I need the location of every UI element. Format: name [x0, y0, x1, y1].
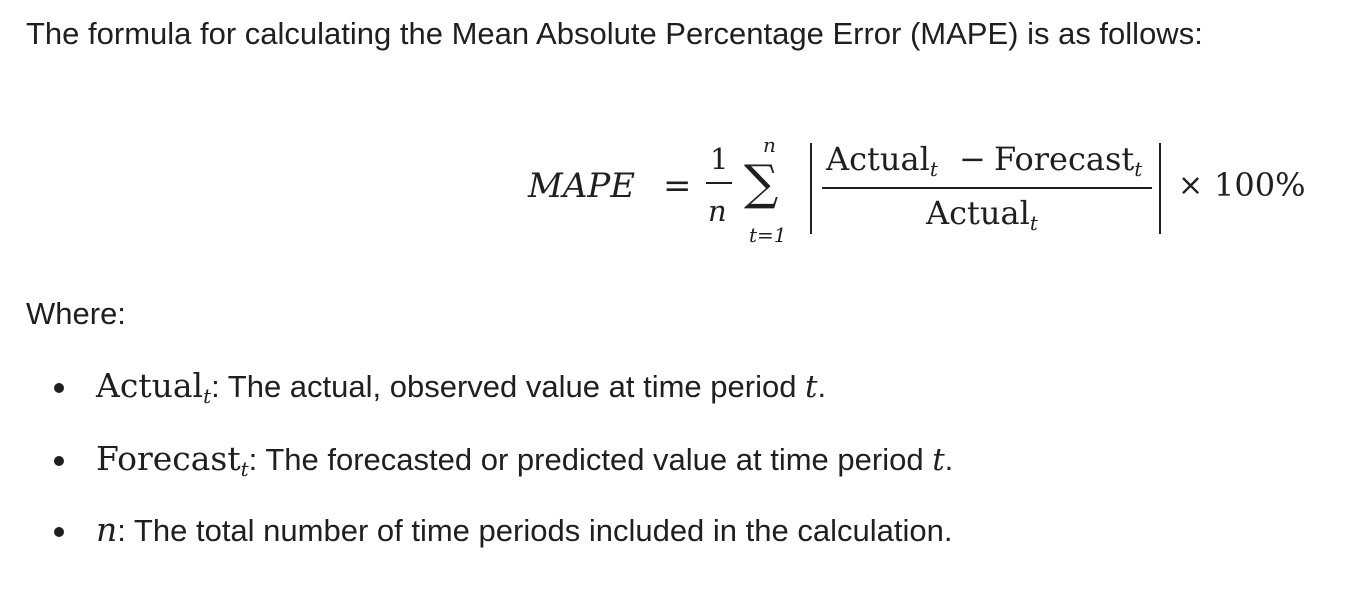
- bullet-dot: [54, 383, 64, 393]
- denominator-actual: Actual$_t$: [926, 194, 1038, 235]
- definition-forecast: Forecast$_t$: The forecasted or predicted value at time period t.: [96, 439, 954, 481]
- formula-equals: =: [663, 166, 692, 206]
- where-label: Where:: [26, 296, 126, 331]
- scale-100-percent: 100%: [1214, 166, 1306, 204]
- numerator-minus: −: [959, 140, 986, 178]
- fraction-denominator: n: [708, 194, 727, 228]
- bullet-dot: [54, 456, 64, 466]
- list-item-n: [0, 508, 1354, 552]
- definition-n: n: The total number of time periods included in the calculation.: [96, 510, 953, 549]
- list-item-forecast: [0, 437, 1354, 481]
- list-item-actual: [0, 364, 1354, 408]
- bullet-dot: [54, 527, 64, 537]
- times-symbol: ×: [1178, 168, 1204, 203]
- sum-lower-limit: t=1: [749, 223, 787, 247]
- sigma-symbol: ∑: [744, 155, 779, 211]
- formula-lhs: MAPE: [528, 166, 636, 206]
- sum-upper-limit: n: [763, 133, 776, 157]
- intro-text: The formula for calculating the Mean Absolute Percentage Error (MAPE) is as follows:: [26, 16, 1203, 51]
- numerator-forecast: Forecast$_t$: [994, 140, 1143, 181]
- definition-actual: Actual$_t$: The actual, observed value at time period t.: [96, 366, 827, 408]
- fraction-numerator: 1: [710, 142, 729, 176]
- numerator-actual: Actual$_t$: [826, 140, 938, 181]
